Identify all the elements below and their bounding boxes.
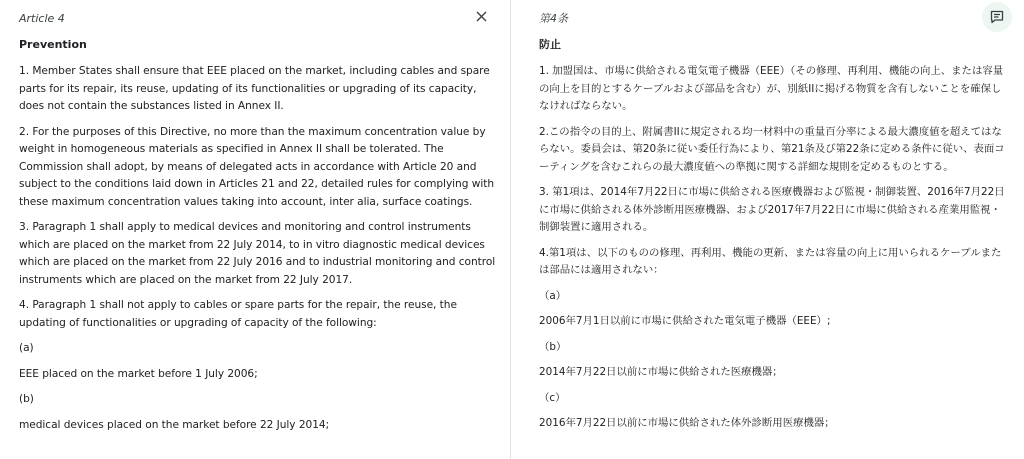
- item-a-translated: 2006年7月1日以前に市場に供給された電気電子機器（EEE）;: [539, 315, 831, 327]
- item-label-c-translated: （c）: [539, 391, 566, 404]
- close-icon: [476, 11, 487, 22]
- section-heading-translated: 防止: [539, 38, 561, 51]
- feedback-button[interactable]: [982, 2, 1012, 32]
- section-heading: Prevention: [19, 38, 87, 51]
- article-label-translated: 第4条: [539, 12, 568, 25]
- item-a: EEE placed on the market before 1 July 2006;: [19, 367, 258, 380]
- item-b-translated: 2014年7月22日以前に市場に供給された医療機器；: [539, 366, 783, 378]
- item-label-b-translated: （b）: [539, 340, 567, 353]
- paragraph-2: 2. For the purposes of this Directive, no more than the maximum concentration value by weight in homogeneous materials as specified in Annex II shall be tolerated. The Commission shall adopt, by means of delegated acts in accordance with Article 20 and subject to the conditions laid down in Articles 21 and 22, detailed rules for complying with these maximum concentration values taking into account, inter alia, surface coatings.: [19, 125, 494, 208]
- article-label: Article 4: [19, 12, 65, 25]
- translation-pane: [511, 0, 1024, 459]
- item-c-translated: 2016年7月22日以前に市場に供給された体外診断用医療機器；: [539, 417, 835, 429]
- feedback-icon: [989, 9, 1005, 25]
- close-button[interactable]: [472, 7, 490, 25]
- paragraph-1: 1. Member States shall ensure that EEE placed on the market, including cables and spare parts for its repair, its reuse, updating of its functionalities or upgrading of its capacity, does not contain the substances listed in Annex II.: [19, 65, 490, 112]
- paragraph-4: 4. Paragraph 1 shall not apply to cables or spare parts for the repair, the reuse, the updating of functionalities or upgrading of capacity of the following:: [19, 299, 457, 329]
- paragraph-3: 3. Paragraph 1 shall apply to medical devices and monitoring and control instruments which are placed on the market from 22 July 2014, to in vitro diagnostic medical devices which are placed on the market from 22 July 2016 and to industrial monitoring and control instruments which are placed on the market from 22 July 2017.: [19, 221, 496, 286]
- item-label-b: (b): [19, 393, 34, 405]
- item-b: medical devices placed on the market before 22 July 2014;: [19, 418, 330, 431]
- item-label-a-translated: （a）: [539, 289, 567, 302]
- item-label-a: (a): [19, 342, 34, 354]
- paragraph-4-translated: 4.第1項は、以下のものの修理、再利用、機能の更新、または容量の向上に用いられるケーブルまたは部品には適用されない：: [539, 246, 1002, 276]
- paragraph-3-translated: 3. 第1項は、2014年7月22日に市場に供給される医療機器および監視・制御装置、2016年7月22日に市場に供給される体外診断用医療機器、および2017年7月22日に市場に供給される産業用監視・制御装置に適用される。: [539, 186, 1005, 233]
- source-pane: [0, 0, 511, 459]
- paragraph-2-translated: 2.この指令の目的上、附属書IIに規定される均一材料中の重量百分率による最大濃度値を超えてはならない。委員会は、第20条に従い委任行為により、第21条及び第22条に定める条件に従い、表面コーティングを含むこれらの最大濃度値への準拠に関する詳細な規則を定めるものとする。: [539, 125, 1005, 173]
- paragraph-1-translated: 1. 加盟国は、市場に供給される電気電子機器（EEE）（その修理、再利用、機能の向上、または容量の向上を目的とするケーブルおよび部品を含む）が、別紙IIに掲げる物質を含有しないことを確保しなければならない。: [539, 65, 1004, 112]
